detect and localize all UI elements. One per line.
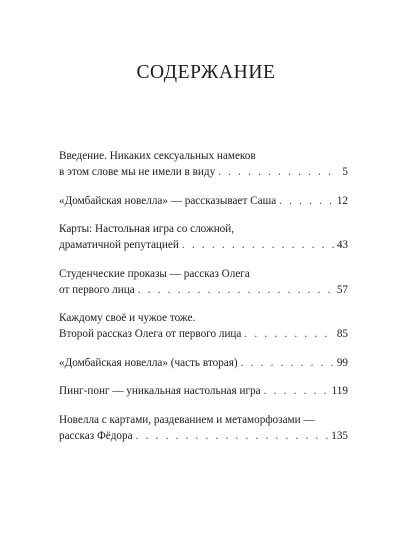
dot-leader bbox=[138, 282, 334, 298]
toc-entry-ping-pong bbox=[59, 383, 348, 399]
toc-entry-title-line: Второй рассказ Олега от первого лица bbox=[59, 328, 242, 340]
dot-leader bbox=[279, 193, 334, 209]
toc-entry-title-line: Новелла с картами, раздеванием и метаморфозами — bbox=[59, 413, 315, 426]
toc-entry-title-line: Каждому своё и чужое тоже. bbox=[59, 312, 196, 324]
toc-entry-to-each-his-own bbox=[59, 310, 348, 342]
toc-entry-title-line: Карты: Настольная игра со сложной, bbox=[59, 223, 235, 235]
table-of-contents bbox=[59, 148, 348, 456]
toc-page-number: 43 bbox=[336, 239, 348, 251]
dot-leader bbox=[136, 428, 329, 444]
dot-leader bbox=[218, 164, 339, 180]
dot-leader bbox=[244, 326, 333, 342]
dot-leader bbox=[264, 383, 329, 399]
toc-page-number: 135 bbox=[331, 429, 348, 442]
toc-entry-title-line: Студенческие проказы — рассказ Олега bbox=[59, 267, 250, 280]
toc-entry-title-line: «Домбайская новелла» — рассказывает Саша bbox=[59, 194, 277, 207]
toc-entry-title-line: от первого лица bbox=[59, 283, 135, 296]
toc-entry-title-line: Пинг-понг — уникальная настольная игра bbox=[59, 385, 261, 397]
toc-page-number: 99 bbox=[336, 356, 348, 369]
toc-entry-cards bbox=[59, 221, 348, 253]
toc-entry-student-pranks bbox=[59, 266, 348, 298]
toc-entry-dombay-novella-part-two bbox=[59, 355, 348, 371]
toc-entry-title-line: рассказ Фёдора bbox=[59, 429, 133, 442]
dot-leader bbox=[182, 237, 334, 253]
toc-page-number: 119 bbox=[331, 385, 348, 397]
toc-page-number: 5 bbox=[342, 166, 348, 178]
toc-page-number: 85 bbox=[336, 328, 348, 340]
toc-entry-title-line: «Домбайская новелла» (часть вторая) bbox=[59, 356, 238, 369]
toc-entry-title-line: драматичной репутацией bbox=[59, 239, 179, 251]
page-title: СОДЕРЖАНИЕ bbox=[136, 62, 276, 83]
toc-entry-title-line: в этом слове мы не имели в виду bbox=[59, 166, 216, 178]
toc-entry-introduction bbox=[59, 148, 348, 180]
toc-entry-dombay-novella bbox=[59, 193, 348, 209]
dot-leader bbox=[241, 355, 334, 371]
toc-entry-title-line: Введение. Никаких сексуальных намеков bbox=[59, 150, 256, 162]
toc-page-number: 57 bbox=[336, 283, 348, 296]
toc-entry-novella-with-cards bbox=[59, 412, 348, 444]
toc-page-number: 12 bbox=[336, 194, 348, 207]
